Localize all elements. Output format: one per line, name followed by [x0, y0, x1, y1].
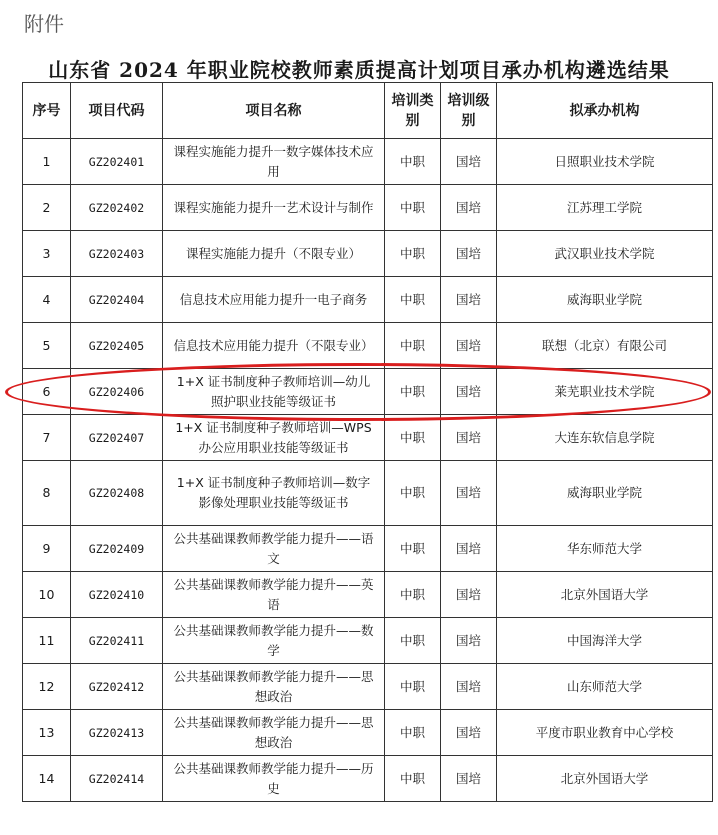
name-cell: 信息技术应用能力提升一电子商务	[163, 277, 385, 323]
serial-cell: 4	[23, 277, 71, 323]
level-cell: 国培	[441, 618, 497, 664]
name-cell: 课程实施能力提升（不限专业）	[163, 231, 385, 277]
code-cell: GZ202403	[71, 231, 163, 277]
serial-cell: 8	[23, 461, 71, 526]
type-cell: 中职	[385, 415, 441, 461]
organization-cell: 武汉职业技术学院	[497, 231, 713, 277]
name-cell: 公共基础课教师教学能力提升——思想政治	[163, 664, 385, 710]
name-cell: 公共基础课教师教学能力提升——语文	[163, 526, 385, 572]
table-row	[23, 526, 713, 572]
code-cell: GZ202412	[71, 664, 163, 710]
code-cell: GZ202401	[71, 139, 163, 185]
level-cell: 国培	[441, 139, 497, 185]
table-row	[23, 710, 713, 756]
table-row	[23, 572, 713, 618]
code-cell: GZ202410	[71, 572, 163, 618]
table-row	[23, 139, 713, 185]
name-cell: 1+X 证书制度种子教师培训—幼儿照护职业技能等级证书	[163, 369, 385, 415]
header-project-name: 项目名称	[163, 83, 385, 139]
level-cell: 国培	[441, 415, 497, 461]
type-cell: 中职	[385, 618, 441, 664]
organization-cell: 山东师范大学	[497, 664, 713, 710]
serial-cell: 14	[23, 756, 71, 802]
serial-cell: 12	[23, 664, 71, 710]
organization-cell: 威海职业学院	[497, 277, 713, 323]
serial-cell: 3	[23, 231, 71, 277]
organization-cell: 江苏理工学院	[497, 185, 713, 231]
name-cell: 1+X 证书制度种子教师培训—WPS 办公应用职业技能等级证书	[163, 415, 385, 461]
table-row	[23, 277, 713, 323]
serial-cell: 6	[23, 369, 71, 415]
organization-cell: 大连东软信息学院	[497, 415, 713, 461]
name-cell: 1+X 证书制度种子教师培训—数字影像处理职业技能等级证书	[163, 461, 385, 526]
code-cell: GZ202404	[71, 277, 163, 323]
code-cell: GZ202405	[71, 323, 163, 369]
code-cell: GZ202409	[71, 526, 163, 572]
serial-cell: 11	[23, 618, 71, 664]
level-cell: 国培	[441, 664, 497, 710]
serial-cell: 1	[23, 139, 71, 185]
header-training-level: 培训级别	[441, 83, 497, 139]
name-cell: 公共基础课教师教学能力提升——历史	[163, 756, 385, 802]
type-cell: 中职	[385, 369, 441, 415]
table-row	[23, 415, 713, 461]
serial-cell: 10	[23, 572, 71, 618]
serial-cell: 7	[23, 415, 71, 461]
serial-cell: 9	[23, 526, 71, 572]
serial-cell: 2	[23, 185, 71, 231]
serial-cell: 5	[23, 323, 71, 369]
name-cell: 课程实施能力提升一数字媒体技术应用	[163, 139, 385, 185]
attachment-label: 附件	[24, 12, 64, 36]
type-cell: 中职	[385, 664, 441, 710]
type-cell: 中职	[385, 185, 441, 231]
level-cell: 国培	[441, 369, 497, 415]
level-cell: 国培	[441, 710, 497, 756]
table-row	[23, 231, 713, 277]
name-cell: 课程实施能力提升一艺术设计与制作	[163, 185, 385, 231]
code-cell: GZ202408	[71, 461, 163, 526]
table-row	[23, 756, 713, 802]
header-serial: 序号	[23, 83, 71, 139]
table-row	[23, 369, 713, 415]
code-cell: GZ202413	[71, 710, 163, 756]
results-table	[22, 82, 713, 802]
level-cell: 国培	[441, 461, 497, 526]
organization-cell: 莱芜职业技术学院	[497, 369, 713, 415]
name-cell: 公共基础课教师教学能力提升——数学	[163, 618, 385, 664]
type-cell: 中职	[385, 710, 441, 756]
code-cell: GZ202407	[71, 415, 163, 461]
type-cell: 中职	[385, 572, 441, 618]
organization-cell: 联想（北京）有限公司	[497, 323, 713, 369]
table-row	[23, 323, 713, 369]
code-cell: GZ202406	[71, 369, 163, 415]
organization-cell: 中国海洋大学	[497, 618, 713, 664]
code-cell: GZ202402	[71, 185, 163, 231]
table-row	[23, 185, 713, 231]
organization-cell: 平度市职业教育中心学校	[497, 710, 713, 756]
level-cell: 国培	[441, 231, 497, 277]
level-cell: 国培	[441, 323, 497, 369]
level-cell: 国培	[441, 185, 497, 231]
level-cell: 国培	[441, 756, 497, 802]
level-cell: 国培	[441, 526, 497, 572]
table-row	[23, 618, 713, 664]
organization-cell: 威海职业学院	[497, 461, 713, 526]
name-cell: 公共基础课教师教学能力提升——英语	[163, 572, 385, 618]
organization-cell: 北京外国语大学	[497, 756, 713, 802]
header-organization: 拟承办机构	[497, 83, 713, 139]
table-header-row	[23, 83, 713, 139]
organization-cell: 北京外国语大学	[497, 572, 713, 618]
organization-cell: 日照职业技术学院	[497, 139, 713, 185]
organization-cell: 华东师范大学	[497, 526, 713, 572]
type-cell: 中职	[385, 526, 441, 572]
type-cell: 中职	[385, 323, 441, 369]
level-cell: 国培	[441, 572, 497, 618]
type-cell: 中职	[385, 277, 441, 323]
header-training-type: 培训类别	[385, 83, 441, 139]
document-title: 山东省 2024 年职业院校教师素质提高计划项目承办机构遴选结果	[48, 58, 670, 82]
type-cell: 中职	[385, 756, 441, 802]
type-cell: 中职	[385, 139, 441, 185]
name-cell: 信息技术应用能力提升（不限专业）	[163, 323, 385, 369]
level-cell: 国培	[441, 277, 497, 323]
type-cell: 中职	[385, 231, 441, 277]
code-cell: GZ202411	[71, 618, 163, 664]
code-cell: GZ202414	[71, 756, 163, 802]
header-project-code: 项目代码	[71, 83, 163, 139]
type-cell: 中职	[385, 461, 441, 526]
table-row	[23, 461, 713, 526]
name-cell: 公共基础课教师教学能力提升——思想政治	[163, 710, 385, 756]
table-row	[23, 664, 713, 710]
serial-cell: 13	[23, 710, 71, 756]
